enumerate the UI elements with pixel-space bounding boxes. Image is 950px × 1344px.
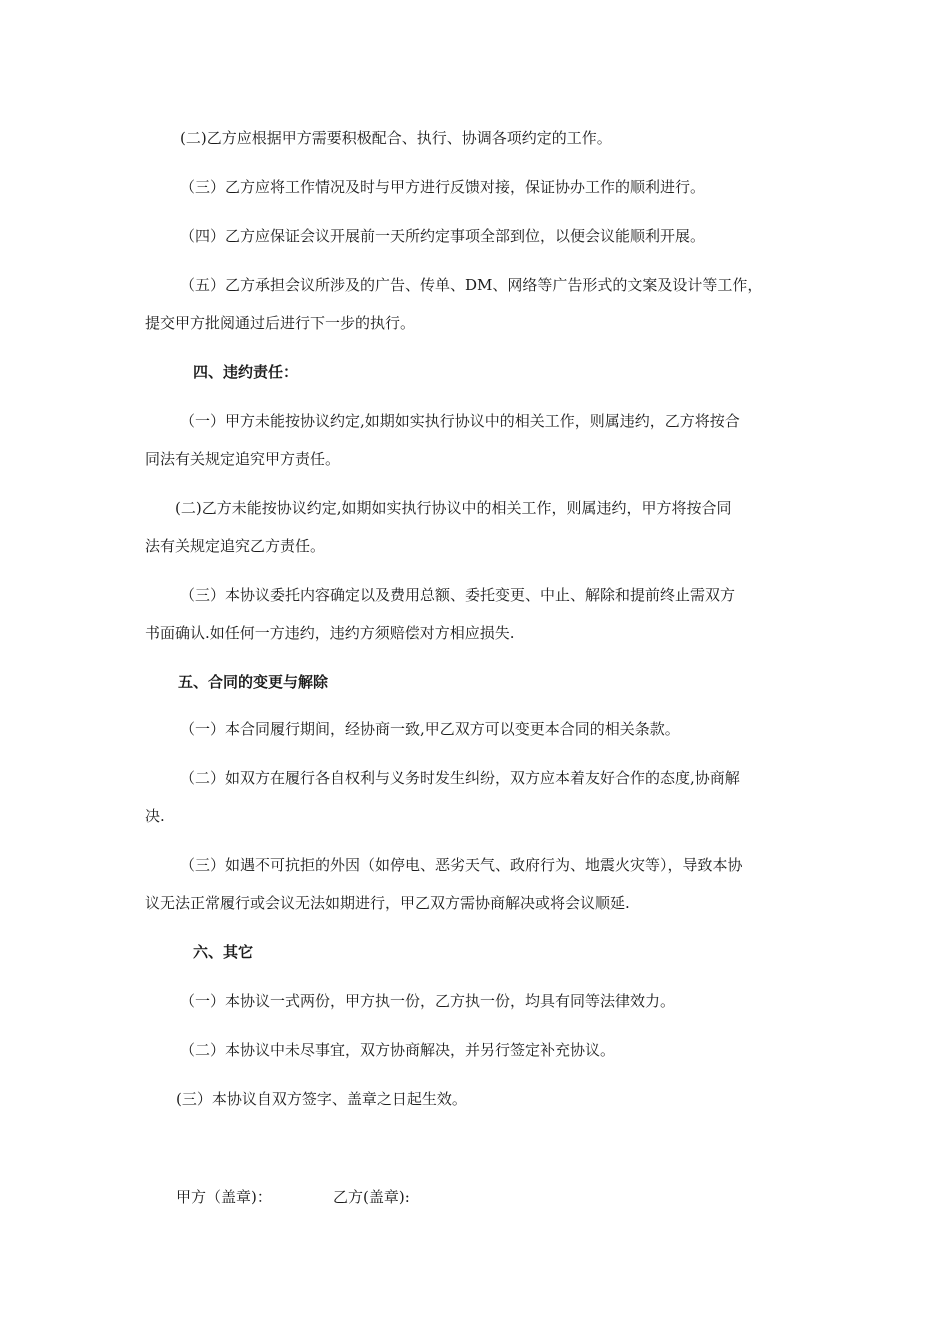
clause-4-2-line2: 法有关规定追究乙方责任。	[145, 537, 326, 555]
party-a-signature: 甲方（盖章)：	[176, 1188, 272, 1206]
clause-5-1: （一）本合同履行期间，经协商一致,甲乙双方可以变更本合同的相关条款。	[180, 720, 680, 738]
clause-3-4: （四）乙方应保证会议开展前一天所约定事项全部到位，以便会议能顺利开展。	[180, 227, 706, 245]
clause-5-2-line2: 决.	[145, 807, 165, 825]
clause-3-2: (二)乙方应根据甲方需要积极配合、执行、协调各项约定的工作。	[180, 129, 612, 147]
clause-4-3-line2: 书面确认.如任何一方违约，违约方须赔偿对方相应损失.	[145, 624, 515, 642]
clause-4-1-line2: 同法有关规定追究甲方责任。	[145, 450, 341, 468]
clause-5-3-line2: 议无法正常履行或会议无法如期进行，甲乙双方需协商解决或将会议顺延.	[145, 894, 630, 912]
party-b-signature: 乙方(盖章):	[333, 1188, 410, 1206]
clause-3-3: （三）乙方应将工作情况及时与甲方进行反馈对接，保证协办工作的顺利进行。	[180, 178, 706, 196]
section-5-heading: 五、合同的变更与解除	[178, 673, 329, 691]
section-6-heading: 六、其它	[193, 943, 254, 961]
clause-3-5-line1: （五）乙方承担会议所涉及的广告、传单、DM、网络等广告形式的文案及设计等工作，	[180, 276, 763, 294]
clause-5-3-line1: （三）如遇不可抗拒的外因（如停电、恶劣天气、政府行为、地震火灾等），导致本协	[180, 856, 743, 874]
clause-6-1: （一）本协议一式两份，甲方执一份，乙方执一份，均具有同等法律效力。	[180, 992, 676, 1010]
clause-6-3: (三）本协议自双方签字、盖章之日起生效。	[176, 1090, 467, 1108]
clause-4-3-line1: （三）本协议委托内容确定以及费用总额、委托变更、中止、解除和提前终止需双方	[180, 586, 736, 604]
clause-4-1-line1: （一）甲方未能按协议约定,如期如实执行协议中的相关工作，则属违约，乙方将按合	[180, 412, 740, 430]
clause-5-2-line1: （二）如双方在履行各自权利与义务时发生纠纷，双方应本着友好合作的态度,协商解	[180, 769, 740, 787]
section-4-heading: 四、违约责任：	[193, 363, 299, 381]
clause-4-2-line1: (二)乙方未能按协议约定,如期如实执行协议中的相关工作，则属违约，甲方将按合同	[175, 499, 732, 517]
clause-6-2: （二）本协议中未尽事宜，双方协商解决，并另行签定补充协议。	[180, 1041, 616, 1059]
clause-3-5-line2: 提交甲方批阅通过后进行下一步的执行。	[145, 314, 416, 332]
